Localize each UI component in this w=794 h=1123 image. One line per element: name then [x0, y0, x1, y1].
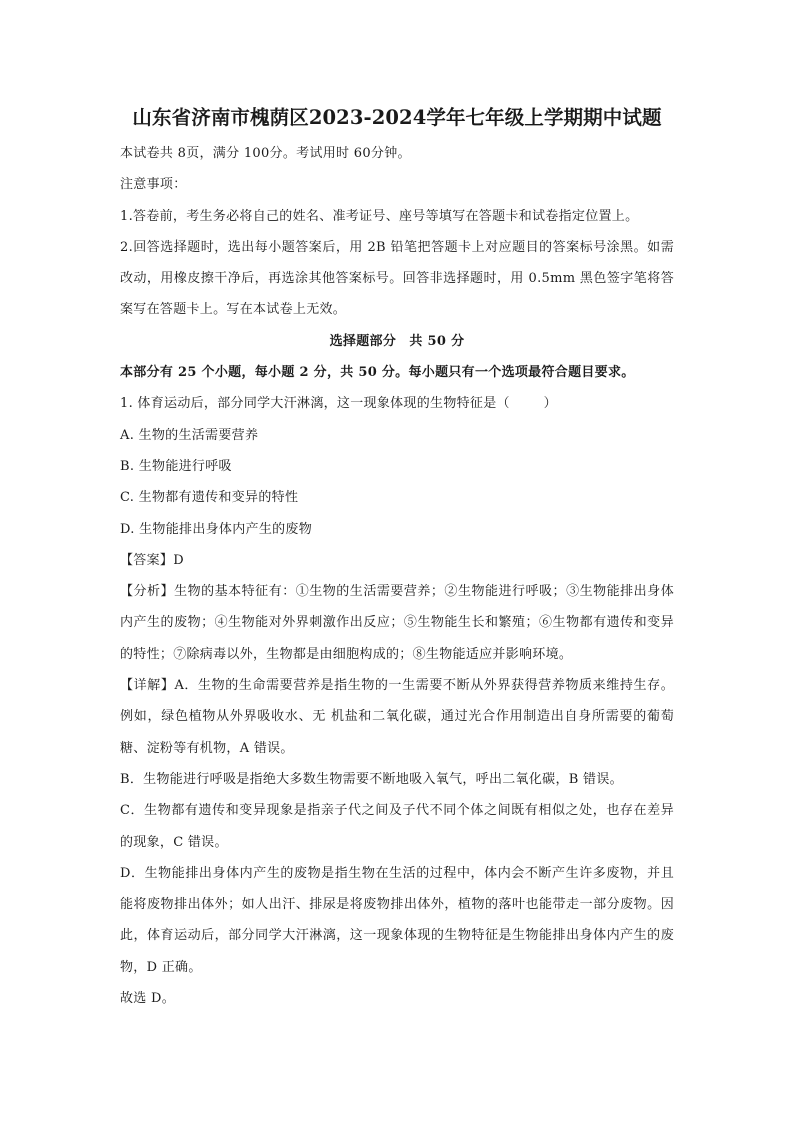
analysis-label: 【分析】	[120, 584, 175, 600]
option-d: D. 生物能排出身体内产生的废物	[120, 521, 313, 537]
answer-value: D	[173, 552, 184, 568]
question-stem	[120, 388, 674, 419]
exam-intro: 本试卷共 8页，满分 100分。考试用时 60分钟。	[120, 146, 411, 161]
detail-d-paragraph: D．生物能排出身体内产生的废物是指生物在生活的过程中，体内会不断产生许多废物，并且能将废物排出体外；如人出汗、排尿是将废物排出体外，植物的落叶也能带走一部分废物。因此，体育运动后，部分同学大汗淋漓，这一现象体现的生物特征是生物能排出身体内产生的废物，D 正确。	[120, 865, 674, 975]
analysis-paragraph	[120, 576, 674, 670]
detail-a-text: A．生物的生命需要营养是指生物的一生需要不断从外界获得营养物质来维持生存。例如，绿色植物从外界吸收水、无 机盐和二氧化碳，通过光合作用制造出自身所需要的葡萄糖、淀粉等有机物，A 错误。	[120, 678, 674, 756]
section-heading: 选择题部分 共 50 分	[329, 333, 465, 349]
conclusion: 故选 D。	[120, 991, 176, 1007]
notice-item-2: 2.回答选择题时，选出每小题答案后，用 2B 铅笔把答题卡上对应题目的答案标号涂黑。如需改动，用橡皮擦干净后，再选涂其他答案标号。回答非选择题时，用 0.5mm 黑色签字笔将答案写在答题卡上。写在本试卷上无效。	[120, 239, 674, 318]
answer-label: 【答案】	[120, 552, 174, 568]
option-b: B. 生物能进行呼吸	[120, 458, 232, 474]
question-stem-text: 1. 体育运动后，部分同学大汗淋漓，这一现象体现的生物特征是（	[120, 396, 510, 412]
notice-label: 注意事项：	[120, 177, 187, 193]
option-c: C. 生物都有遗传和变异的特性	[120, 490, 299, 506]
notice-item-1: 1.答卷前，考生务必将自己的姓名、准考证号、座号等填写在答题卡和试卷指定位置上。	[120, 208, 639, 224]
section-description: 本部分有 25 个小题，每小题 2 分，共 50 分。每小题只有一个选项最符合题目要求。	[120, 365, 635, 381]
detail-b-paragraph: B．生物能进行呼吸是指绝大多数生物需要不断地吸入氧气，呼出二氧化碳，B 错误。	[120, 771, 623, 787]
detail-label: 【详解】	[120, 678, 175, 694]
option-a: A. 生物的生活需要营养	[120, 427, 259, 443]
question-stem-end: ）	[543, 396, 557, 412]
detail-a-paragraph	[120, 670, 674, 764]
document-title: 山东省济南市槐荫区2023-2024学年七年级上学期期中试题	[132, 106, 662, 129]
analysis-text: 生物的基本特征有：①生物的生活需要营养；②生物能进行呼吸；③生物能排出身体内产生的废物；④生物能对外界刺激作出反应；⑤生物能生长和繁殖；⑥生物都有遗传和变异的特性；⑦除病毒以外，生物都是由细胞构成的；⑧生物能适应并影响环境。	[120, 584, 674, 662]
answer-line	[120, 545, 674, 576]
detail-c-paragraph: C．生物都有遗传和变异现象是指亲子代之间及子代不同个体之间既有相似之处，也存在差异的现象，C 错误。	[120, 803, 674, 850]
